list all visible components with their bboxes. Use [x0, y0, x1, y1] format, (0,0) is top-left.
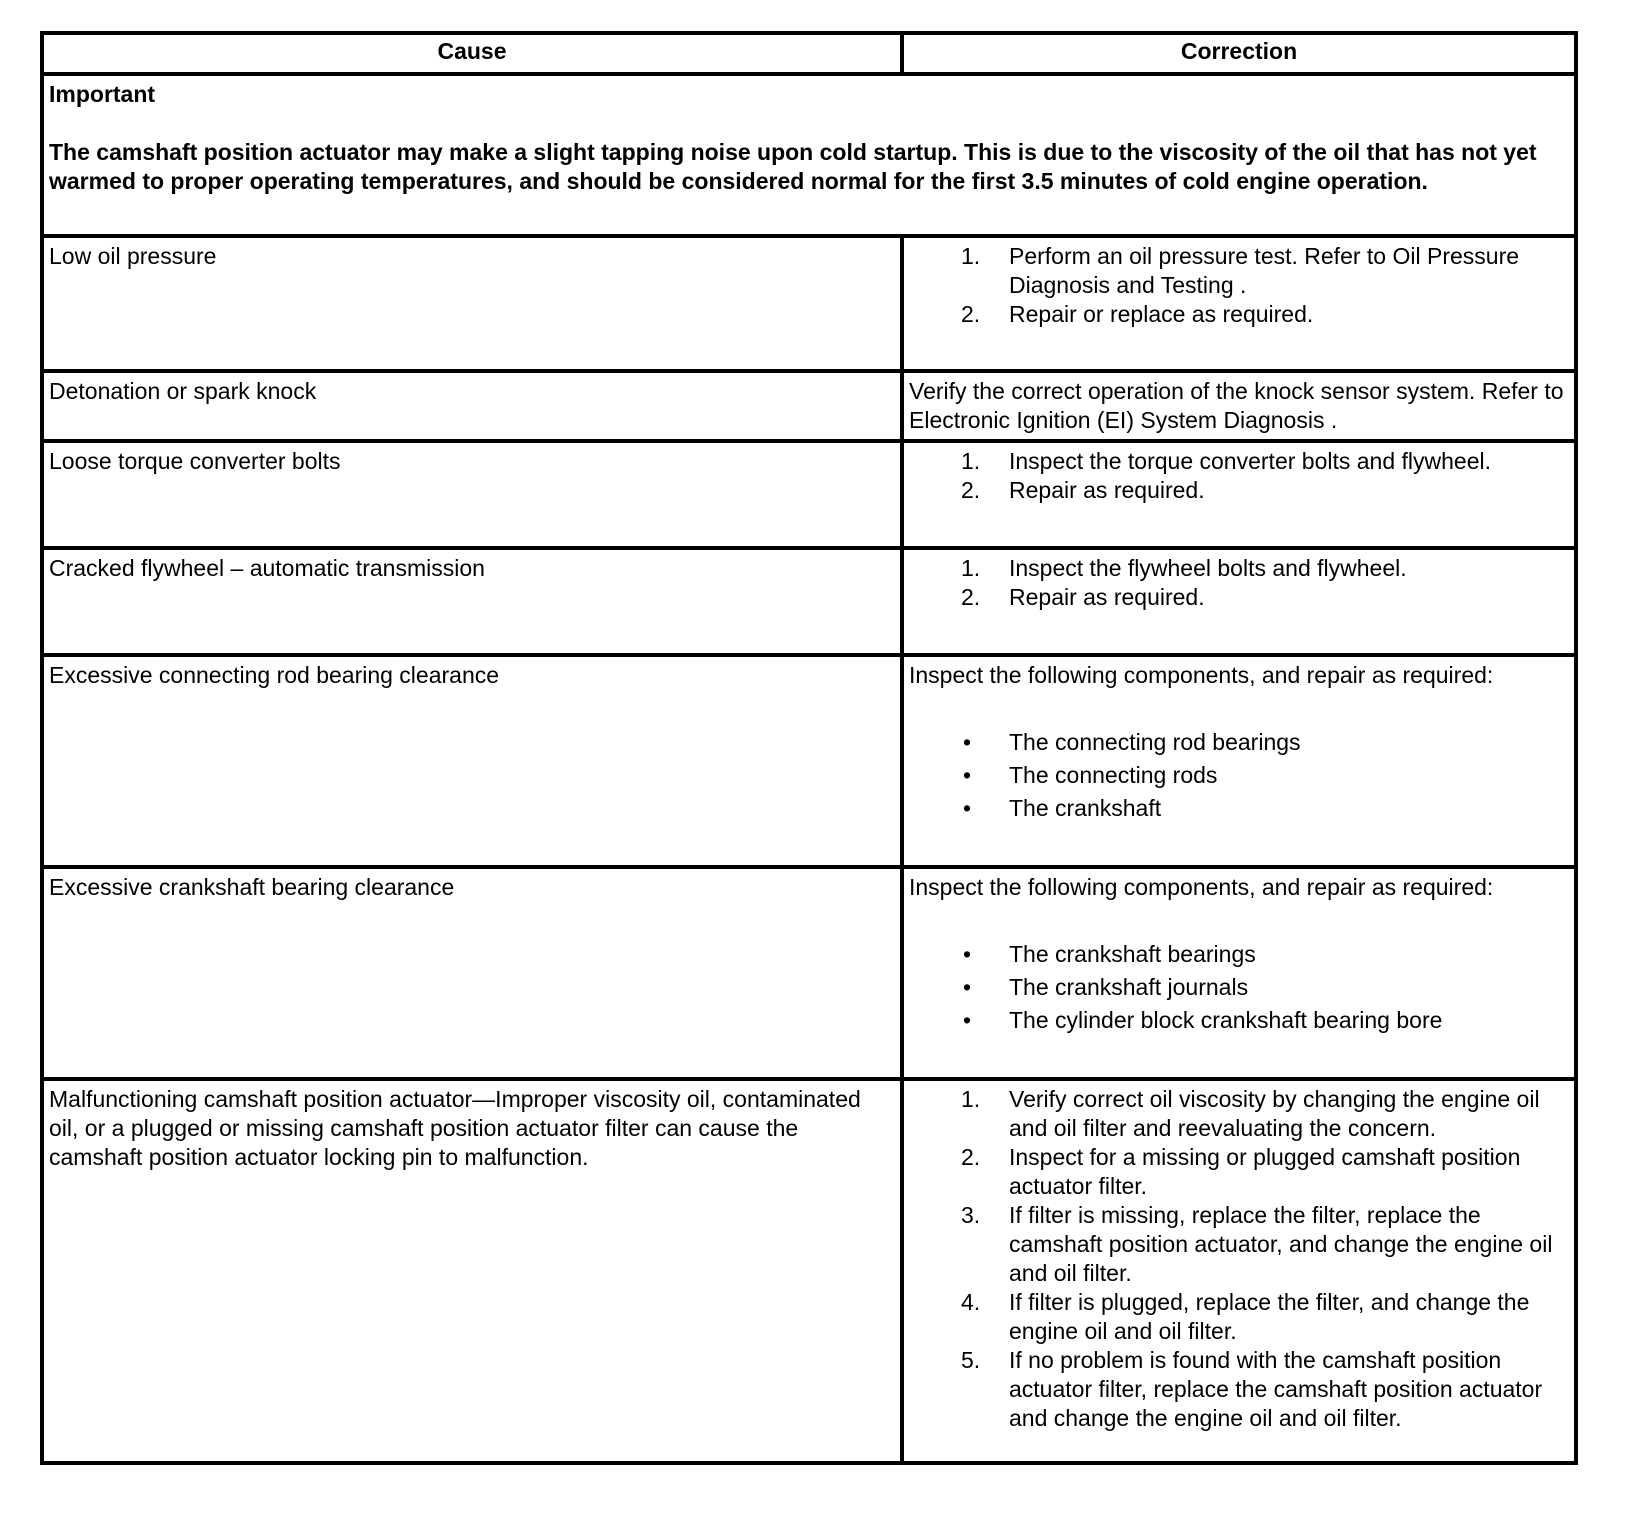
table-row	[42, 655, 1576, 867]
list-item	[909, 300, 1570, 329]
bullet-icon: •	[963, 1007, 972, 1033]
diagnostic-table	[40, 31, 1578, 1465]
correction-intro: Inspect the following components, and repair as required:	[909, 662, 1494, 688]
step-text: Inspect the flywheel bolts and flywheel.	[1009, 555, 1407, 581]
correction-cell	[902, 1079, 1576, 1463]
important-text: The camshaft position actuator may make a slight tapping noise upon cold startup. This is due to the viscosity of the oil that has not yet warmed to proper operating temperatures, and should be considered normal for the first 3.5 minutes of cold engine operation.	[49, 139, 1537, 194]
bullet-text: The crankshaft bearings	[1009, 941, 1256, 967]
list-item	[909, 1201, 1570, 1288]
step-number: 2.	[961, 477, 981, 503]
step-number: 1.	[961, 1086, 981, 1112]
cause-cell: Cracked flywheel – automatic transmission	[42, 548, 902, 655]
correction-cell	[902, 655, 1576, 867]
list-item	[909, 583, 1570, 612]
table-row	[42, 236, 1576, 371]
header-correction: Correction	[902, 33, 1576, 74]
bullet-icon: •	[963, 941, 972, 967]
list-item	[909, 940, 1570, 969]
bullet-text: The crankshaft journals	[1009, 974, 1249, 1000]
important-notice	[42, 74, 1576, 236]
step-list	[909, 242, 1570, 329]
list-item	[909, 761, 1570, 790]
step-text: Repair or replace as required.	[1009, 301, 1314, 327]
cause-cell: Loose torque converter bolts	[42, 441, 902, 548]
list-item	[909, 476, 1570, 505]
correction-cell	[902, 548, 1576, 655]
step-text: If filter is plugged, replace the filter, and change the engine oil and oil filter.	[1009, 1289, 1530, 1344]
bullet-text: The connecting rods	[1009, 762, 1218, 788]
bullet-icon: •	[963, 974, 972, 1000]
bullet-list	[909, 940, 1570, 1035]
step-text: Inspect for a missing or plugged camshaft position actuator filter.	[1009, 1144, 1521, 1199]
list-item	[909, 794, 1570, 823]
list-item	[909, 447, 1570, 476]
bullet-text: The crankshaft	[1009, 795, 1162, 821]
step-list	[909, 1085, 1570, 1433]
important-title: Important	[49, 81, 156, 107]
bullet-list	[909, 728, 1570, 823]
step-list	[909, 447, 1570, 505]
header-cause: Cause	[42, 33, 902, 74]
table-row	[42, 867, 1576, 1079]
step-text: Repair as required.	[1009, 584, 1205, 610]
bullet-icon: •	[963, 729, 972, 755]
step-number: 4.	[961, 1289, 981, 1315]
correction-cell	[902, 867, 1576, 1079]
list-item	[909, 973, 1570, 1002]
bullet-text: The connecting rod bearings	[1009, 729, 1301, 755]
list-item	[909, 728, 1570, 757]
list-item	[909, 554, 1570, 583]
step-list	[909, 554, 1570, 612]
step-number: 5.	[961, 1347, 981, 1373]
cause-cell: Malfunctioning camshaft position actuator—Improper viscosity oil, contaminated oil, or a plugged or missing camshaft position actuator filter can cause the camshaft position actuator locking pin to malfunction.	[42, 1079, 902, 1463]
header-row	[42, 33, 1576, 74]
table-row	[42, 371, 1576, 441]
step-number: 2.	[961, 584, 981, 610]
cause-cell: Low oil pressure	[42, 236, 902, 371]
list-item	[909, 1346, 1570, 1433]
list-item	[909, 1085, 1570, 1143]
cause-cell: Excessive crankshaft bearing clearance	[42, 867, 902, 1079]
step-text: Verify correct oil viscosity by changing the engine oil and oil filter and reevaluating the concern.	[1009, 1086, 1540, 1141]
list-item	[909, 242, 1570, 300]
step-number: 3.	[961, 1202, 981, 1228]
step-number: 2.	[961, 301, 981, 327]
table-row	[42, 441, 1576, 548]
bullet-icon: •	[963, 795, 972, 821]
step-number: 1.	[961, 555, 981, 581]
correction-cell	[902, 441, 1576, 548]
step-number: 1.	[961, 448, 981, 474]
step-text: Inspect the torque converter bolts and flywheel.	[1009, 448, 1492, 474]
step-text: If no problem is found with the camshaft position actuator filter, replace the camshaft position actuator and change the engine oil and oil filter.	[1009, 1347, 1543, 1431]
table-row	[42, 548, 1576, 655]
correction-cell	[902, 236, 1576, 371]
step-text: If filter is missing, replace the filter, replace the camshaft position actuator, and change the engine oil and oil filter.	[1009, 1202, 1553, 1286]
list-item	[909, 1006, 1570, 1035]
cause-cell: Excessive connecting rod bearing clearance	[42, 655, 902, 867]
bullet-text: The cylinder block crankshaft bearing bore	[1009, 1007, 1443, 1033]
step-text: Perform an oil pressure test. Refer to Oil Pressure Diagnosis and Testing .	[1009, 243, 1520, 298]
important-row	[42, 74, 1576, 236]
bullet-icon: •	[963, 762, 972, 788]
cause-cell: Detonation or spark knock	[42, 371, 902, 441]
step-number: 1.	[961, 243, 981, 269]
table-row	[42, 1079, 1576, 1463]
correction-intro: Inspect the following components, and repair as required:	[909, 874, 1494, 900]
step-text: Repair as required.	[1009, 477, 1205, 503]
step-number: 2.	[961, 1144, 981, 1170]
correction-cell: Verify the correct operation of the knock sensor system. Refer to Electronic Ignition (EI) System Diagnosis .	[902, 371, 1576, 441]
list-item	[909, 1143, 1570, 1201]
list-item	[909, 1288, 1570, 1346]
